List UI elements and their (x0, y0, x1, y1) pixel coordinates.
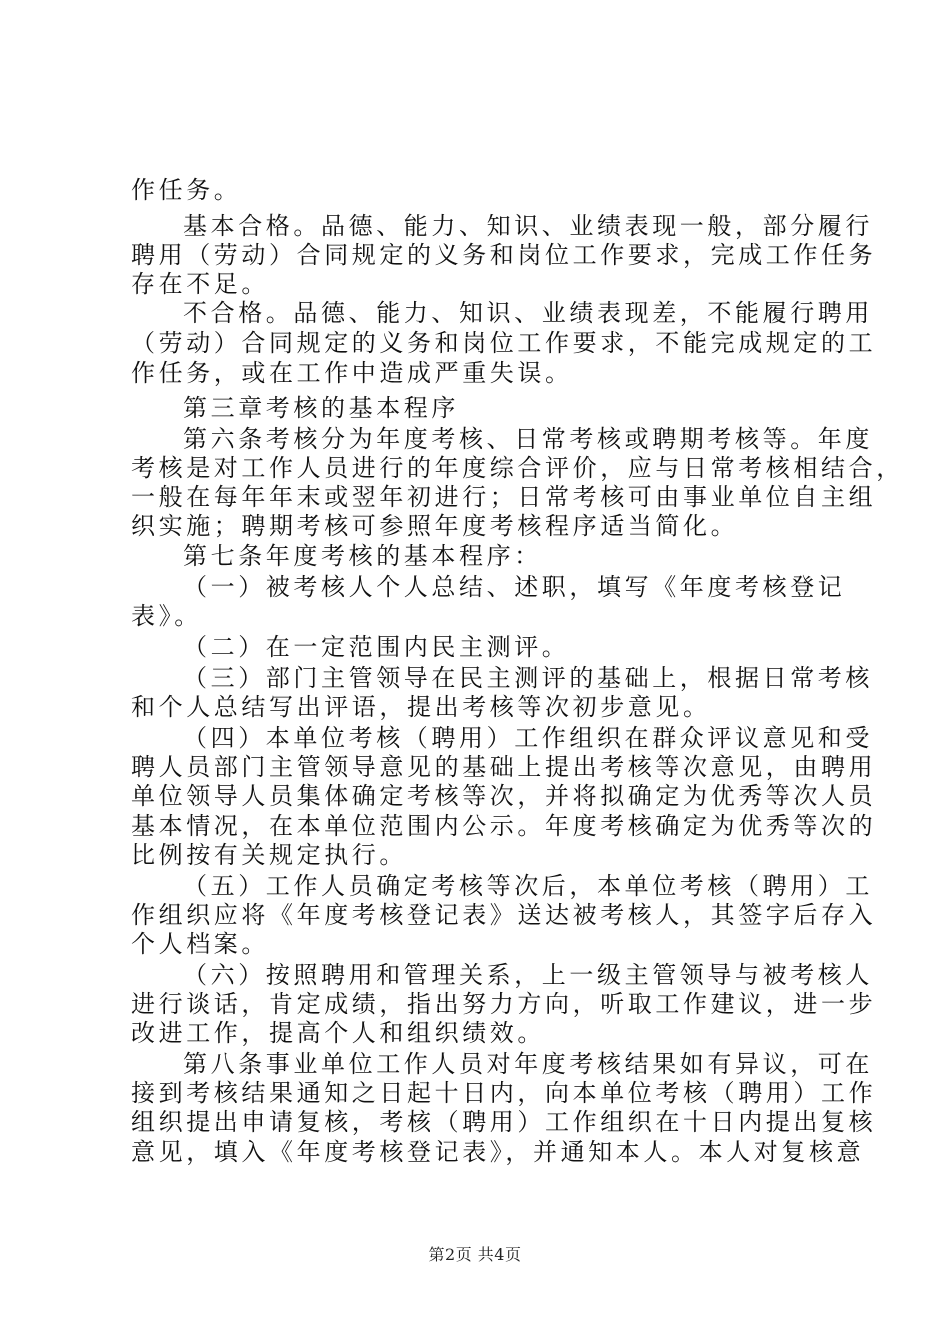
text-line: 比例按有关规定执行。 (131, 841, 407, 869)
text-line: 组织提出申请复核，考核（聘用）工作组织在十日内提出复核 (131, 1108, 877, 1136)
text-line: （一）被考核人个人总结、述职，填写《年度考核登记 (183, 573, 846, 601)
text-line: 织实施；聘期考核可参照年度考核程序适当简化。 (131, 512, 739, 540)
text-line: 表》。 (131, 602, 202, 630)
text-line: 改进工作，提高个人和组织绩效。 (131, 1019, 545, 1047)
text-line: 基本情况，在本单位范围内公示。年度考核确定为优秀等次的 (131, 812, 877, 840)
text-line: 作组织应将《年度考核登记表》送达被考核人，其签字后存入 (131, 901, 877, 929)
text-line: 第七条年度考核的基本程序： (183, 542, 542, 570)
text-line: 接到考核结果通知之日起十日内，向本单位考核（聘用）工作 (131, 1079, 877, 1107)
text-line: （四）本单位考核（聘用）工作组织在群众评议意见和受 (183, 724, 873, 752)
text-line: 作任务。 (131, 176, 242, 204)
text-line: （三）部门主管领导在民主测评的基础上，根据日常考核 (183, 664, 873, 692)
text-line: 聘用（劳动）合同规定的义务和岗位工作要求，完成工作任务 (131, 241, 877, 269)
text-line: 第八条事业单位工作人员对年度考核结果如有异议，可在 (183, 1050, 873, 1078)
text-line: 单位领导人员集体确定考核等次，并将拟确定为优秀等次人员 (131, 782, 877, 810)
text-line: 一般在每年年末或翌年初进行；日常考核可由事业单位自主组 (131, 483, 877, 511)
text-line: 基本合格。品德、能力、知识、业绩表现一般，部分履行 (183, 212, 873, 240)
page-number-footer: 第2页 共4页 (428, 1245, 522, 1264)
text-line: 和个人总结写出评语，提出考核等次初步意见。 (131, 693, 711, 721)
text-line: 第六条考核分为年度考核、日常考核或聘期考核等。年度 (183, 425, 873, 453)
text-line: 作任务，或在工作中造成严重失误。 (131, 359, 573, 387)
text-line: 不合格。品德、能力、知识、业绩表现差，不能履行聘用 (183, 299, 873, 327)
text-line: 存在不足。 (131, 270, 269, 298)
text-line: 进行谈话，肯定成绩，指出努力方向，听取工作建议，进一步 (131, 990, 877, 1018)
text-line: 个人档案。 (131, 930, 269, 958)
text-line: 考核是对工作人员进行的年度综合评价，应与日常考核相结合， (131, 454, 904, 482)
text-line: 意见，填入《年度考核登记表》，并通知本人。本人对复核意 (131, 1138, 865, 1166)
text-line: 聘人员部门主管领导意见的基础上提出考核等次意见，由聘用 (131, 753, 877, 781)
text-line: （劳动）合同规定的义务和岗位工作要求，不能完成规定的工 (131, 329, 877, 357)
text-line: （五）工作人员确定考核等次后，本单位考核（聘用）工 (183, 872, 873, 900)
text-line: （二）在一定范围内民主测评。 (183, 633, 570, 661)
text-line: （六）按照聘用和管理关系，上一级主管领导与被考核人 (183, 961, 873, 989)
section-heading: 第三章考核的基本程序 (183, 394, 459, 422)
